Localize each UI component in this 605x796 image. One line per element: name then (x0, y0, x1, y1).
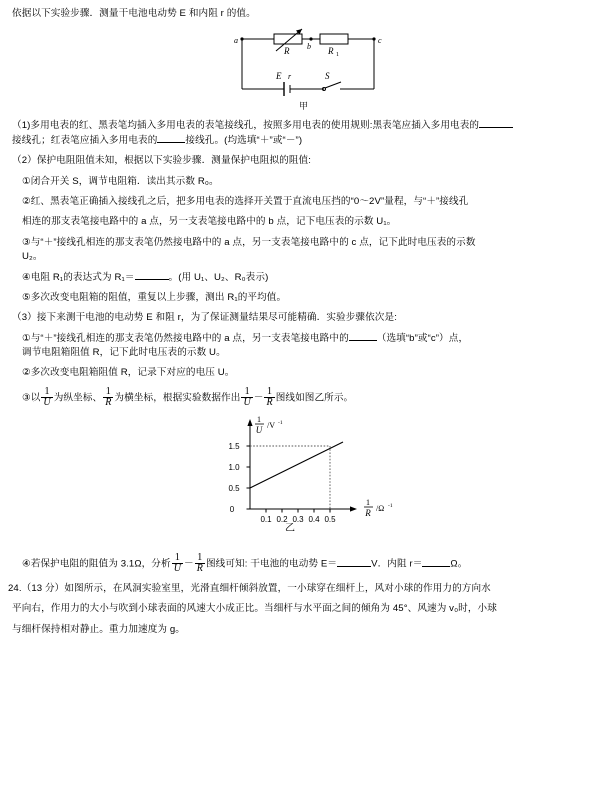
xtick-label-05: 0.5 (324, 514, 336, 524)
circuit-diagram-jia (228, 27, 388, 105)
section2-item4-pre: ④电阻 R₁的表达式为 R₁＝ (22, 271, 135, 283)
section2-item4-blank (135, 279, 169, 280)
section3-item4-blank-emf (337, 566, 371, 567)
section1-line2 (0, 134, 605, 148)
circuit-node-c-label: c (378, 36, 382, 46)
xtick-label-01: 0.1 (260, 514, 272, 524)
resistor-r1-subscript: 1 (336, 52, 339, 59)
rheostat-label: R (284, 46, 290, 57)
section3-item4-d: V．内阻 r＝ (371, 558, 423, 570)
section3-item1-line2: 调节电阻箱阻值 R，记下此时电压表的示数 U。 (22, 347, 226, 359)
section2-item1: ①闭合开关 S，调节电阻箱．读出其示数 R₀。 (22, 175, 219, 187)
fraction-one-over-u-2: $\frac{1}{U}$ (243, 385, 251, 409)
x-axis-label (364, 498, 393, 518)
fraction-one-over-r-3: $\frac{1}{R}$ (196, 551, 203, 575)
section3-item4-e: Ω。 (450, 558, 468, 570)
section1-blank-1 (479, 127, 513, 128)
svg-text:R: R (365, 507, 371, 518)
intro-text: 依据以下实验步骤．测量干电池电动势 E 和内阻 r 的值。 (12, 8, 256, 19)
fraction-one-over-r-1: $\frac{1}{R}$ (105, 385, 112, 409)
ytick-label-05: 0.5 (228, 483, 240, 493)
svg-text:1: 1 (366, 497, 370, 507)
section3-item3-c: 为横坐标，根据实验数据作出 (114, 392, 241, 404)
fraction-one-over-u-1: $\frac{1}{U}$ (43, 385, 51, 409)
circuit-node-a-label: a (234, 36, 238, 46)
graph-figure-container (0, 411, 605, 551)
internal-resistance-label: r (288, 72, 292, 82)
section2-item3-line2: U₂。 (22, 251, 43, 263)
svg-text:/Ω: /Ω (376, 503, 385, 513)
section3-item1-pre: ①与“＋”接线孔相连的那支表笔仍然接电路中的 a 点，另一支表笔接电路中的 (22, 332, 349, 344)
section3-item3-d: － (253, 392, 264, 404)
section3-item2: ②多次改变电阻箱阻值 R，记录下对应的电压 U。 (22, 367, 235, 379)
ytick-label-0: 0 (229, 504, 235, 514)
section1-blank-2 (157, 142, 185, 143)
section3-item1-line1 (0, 332, 605, 346)
fraction-one-over-u-3: $\frac{1}{U}$ (173, 551, 182, 575)
exam-page (0, 7, 605, 796)
question24-line1: 24.（13 分）如图所示，在风洞实验室里，光滑直细杆倾斜放置，一小球穿在细杆上，风对小球的作用力的方向水 (8, 582, 491, 594)
emf-label: E (276, 71, 282, 82)
section2-item2-line2: 相连的那支表笔接电路中的 a 点，另一支表笔接电路中的 b 点，记下电压表的示数 U₁。 (22, 216, 397, 228)
section3-item4-b: － (184, 558, 194, 570)
svg-text:1: 1 (257, 414, 261, 424)
svg-text:-1: -1 (388, 502, 393, 509)
switch-label: S (325, 71, 330, 82)
ytick-label-10: 1.0 (228, 462, 240, 472)
section3-item1-post: （选填“b”或“c”）点， (376, 332, 469, 344)
graph-yi (198, 411, 413, 531)
section3-item4-a: ④若保护电阻的阻值为 3.1Ω，分析 (22, 558, 171, 570)
section1-line1 (0, 119, 605, 133)
section1-line1-text: （1)多用电表的红、黑表笔均插入多用电表的表笔接线孔，按照多用电表的使用规则:黑表笔应插入多用电表的 (12, 120, 480, 132)
question24-line3: 与细杆保持相对静止。重力加速度为 g。 (12, 623, 185, 635)
svg-text:U: U (255, 424, 263, 435)
section3-item4-c: 图线可知: 干电池的电动势 E＝ (205, 558, 338, 570)
section1-line2-text-a: 接线孔；红表笔应插入多用电表的 (12, 134, 158, 146)
section3-item3-e: 图线如图乙所示。 (275, 392, 354, 404)
section2-item5: ⑤多次改变电阻箱的阻值，重复以上步骤，测出 R₁的平均值。 (22, 291, 287, 303)
question24-line2: 平向右，作用力的大小与吹到小球表面的风速大小成正比。当细杆与水平面之间的倾角为 45°、风速为 v₀时，小球 (12, 603, 497, 615)
circuit-node-b-label: b (307, 42, 311, 52)
resistor-r1-label: R (328, 46, 334, 57)
svg-text:/V: /V (267, 420, 275, 430)
section3-item3-a: ③以 (22, 392, 41, 404)
section2-item4 (0, 271, 605, 285)
fraction-one-over-r-2: $\frac{1}{R}$ (266, 385, 273, 409)
section2-item3-line1: ③与“＋”接线孔相连的那支表笔仍然接电路中的 a 点，另一支表笔接电路中的 c 点，记下此时电压表的示数 (22, 236, 476, 248)
section3-item3 (0, 387, 605, 409)
xtick-label-04: 0.4 (308, 514, 320, 524)
section3-item1-blank (349, 340, 377, 341)
section2-head: （2）保护电阻阻值未知，根据以下实验步骤．测量保护电阻拟的阻值: (12, 155, 312, 167)
section2-item2-line1: ②红、黑表笔正确插入接线孔之后，把多用电表的选择开关置于直流电压挡的“0～2V”量程，与“＋”接线孔 (22, 195, 469, 207)
figure-label-jia: 甲 (299, 101, 309, 112)
svg-text:-1: -1 (278, 419, 283, 426)
figure-label-yi: 乙 (285, 522, 295, 531)
xtick-label-03: 0.3 (292, 514, 304, 524)
section3-item4-blank-r (422, 566, 450, 567)
ytick-label-15: 1.5 (228, 441, 240, 451)
section3-head: （3）接下来测干电池的电动势 E 和阻 r，为了保证测量结果尽可能精确．实验步骤依次是: (12, 312, 397, 324)
section3-item3-b: 为纵坐标、 (53, 392, 103, 404)
section2-item4-post: 。(用 U₁、U₂、R₀表示) (168, 271, 269, 283)
y-axis-label (255, 415, 283, 435)
section3-item4 (0, 553, 605, 575)
section1-line2-text-b: 接线孔。(均选填“＋”或“－”) (185, 134, 303, 146)
circuit-figure-container (0, 25, 605, 113)
xtick-label-02: 0.2 (276, 514, 288, 524)
